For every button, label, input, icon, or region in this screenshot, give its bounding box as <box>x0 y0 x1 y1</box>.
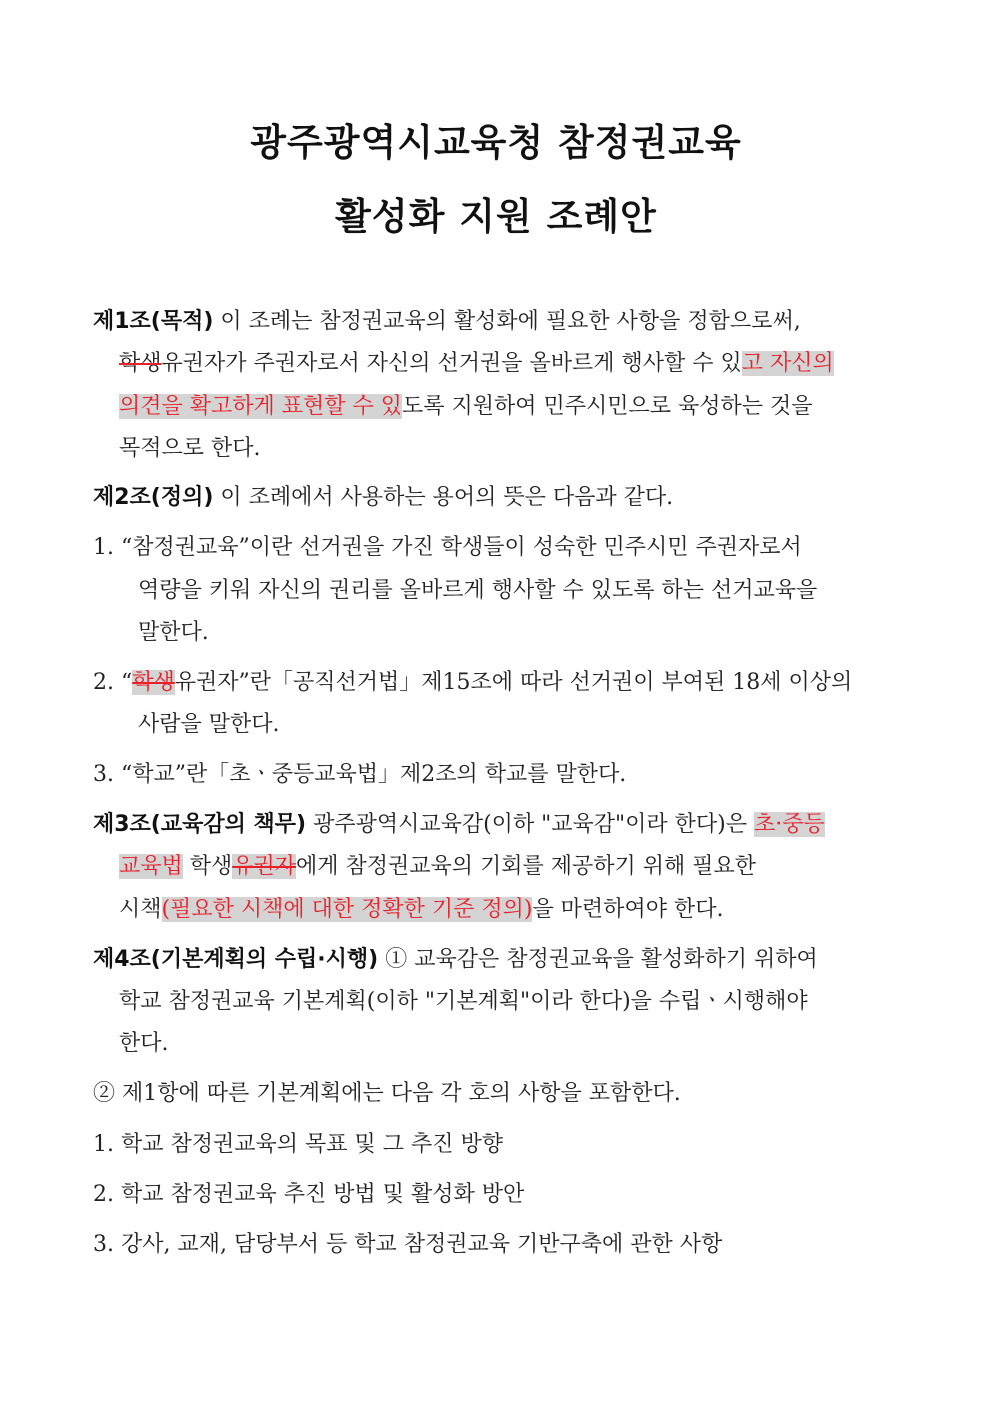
article-2-heading: 제2조(정의) <box>93 485 214 510</box>
article-4-heading: 제4조(기본계획의 수립·시행) <box>93 947 379 972</box>
article-4-line-1 <box>93 945 818 975</box>
article-3-line-1 <box>93 810 825 840</box>
article-3-text-2b: 에게 참정권교육의 기회를 제공하기 위해 필요한 <box>296 854 757 879</box>
inserted-text-3: 초·중등 <box>754 812 825 837</box>
article-4-line-3: 한다. <box>119 1031 169 1056</box>
article-3-heading: 제3조(교육감의 책무) <box>93 812 307 837</box>
deleted-word-student: 학생 <box>119 351 162 376</box>
deleted-word-student-2: 학생 <box>132 670 175 695</box>
article-1-text-1: 이 조례는 참정권교육의 활성화에 필요한 사항을 정함으로써, <box>213 309 801 334</box>
article-4-paragraph-2: ② 제1항에 따른 기본계획에는 다음 각 호의 사항을 포함한다. <box>93 1081 681 1106</box>
article-4-item-3: 3. 강사, 교재, 담당부서 등 학교 참정권교육 기반구축에 관한 사항 <box>93 1232 723 1257</box>
article-3-text-3b: 을 마련하여야 한다. <box>532 897 724 922</box>
document-title-line-1: 광주광역시교육청 참정권교육 <box>250 121 742 164</box>
article-1-line-4: 목적으로 한다. <box>119 436 261 461</box>
article-3-text-3a: 시책 <box>119 897 162 922</box>
deleted-word-voter: 유권자 <box>232 854 297 879</box>
inserted-text-1: 고 자신의 <box>741 351 834 376</box>
inserted-text-4: 교육법 <box>119 854 183 879</box>
article-1-line-3 <box>119 392 813 422</box>
article-4-line-2: 학교 참정권교육 기본계획(이하 "기본계획"이라 한다)을 수립ㆍ시행해야 <box>119 989 808 1014</box>
article-2-item-2-line-1 <box>93 668 852 698</box>
article-2-item-2-prefix: 2. “ <box>93 670 133 695</box>
inserted-text-5: (필요한 시책에 대한 정확한 기준 정의) <box>161 897 533 922</box>
article-2-item-1-line-3: 말한다. <box>138 620 209 645</box>
article-2-item-1-line-2: 역량을 키워 자신의 권리를 올바르게 행사할 수 있도록 하는 선거교육을 <box>138 578 818 603</box>
article-4-item-2: 2. 학교 참정권교육 추진 방법 및 활성화 방안 <box>93 1182 525 1207</box>
article-2-intro: 이 조례에서 사용하는 용어의 뜻은 다음과 같다. <box>213 485 674 510</box>
article-3-text-1: 광주광역시교육감(이하 "교육감"이라 한다)은 <box>306 812 755 837</box>
article-2-item-2-text: 유권자”란「공직선거법」제15조에 따라 선거권이 부여된 18세 이상의 <box>174 670 853 695</box>
article-2-item-3: 3. “학교”란「초ㆍ중등교육법」제2조의 학교를 말한다. <box>93 762 627 787</box>
article-2-item-1-line-1: 1. “참정권교육”이란 선거권을 가진 학생들이 성숙한 민주시민 주권자로서 <box>93 535 802 560</box>
article-2-line-1 <box>93 483 673 513</box>
article-3-line-2 <box>119 852 756 882</box>
article-1-text-3: 도록 지원하여 민주시민으로 육성하는 것을 <box>402 394 813 419</box>
article-2-item-2-line-2: 사람을 말한다. <box>138 712 280 737</box>
article-1-heading: 제1조(목적) <box>93 309 214 334</box>
article-1-line-2 <box>119 349 834 379</box>
article-4-text-1: ① 교육감은 참정권교육을 활성화하기 위하여 <box>378 947 818 972</box>
article-1-text-2: 유권자가 주권자로서 자신의 선거권을 올바르게 행사할 수 있 <box>161 351 742 376</box>
document-title-line-2: 활성화 지원 조례안 <box>335 195 657 238</box>
article-4-item-1: 1. 학교 참정권교육의 목표 및 그 추진 방향 <box>93 1132 503 1157</box>
article-3-line-3 <box>119 895 723 925</box>
inserted-text-2: 의견을 확고하게 표현할 수 있 <box>119 394 402 419</box>
article-3-text-2a: 학생 <box>182 854 233 879</box>
article-1-line-1 <box>93 307 801 337</box>
